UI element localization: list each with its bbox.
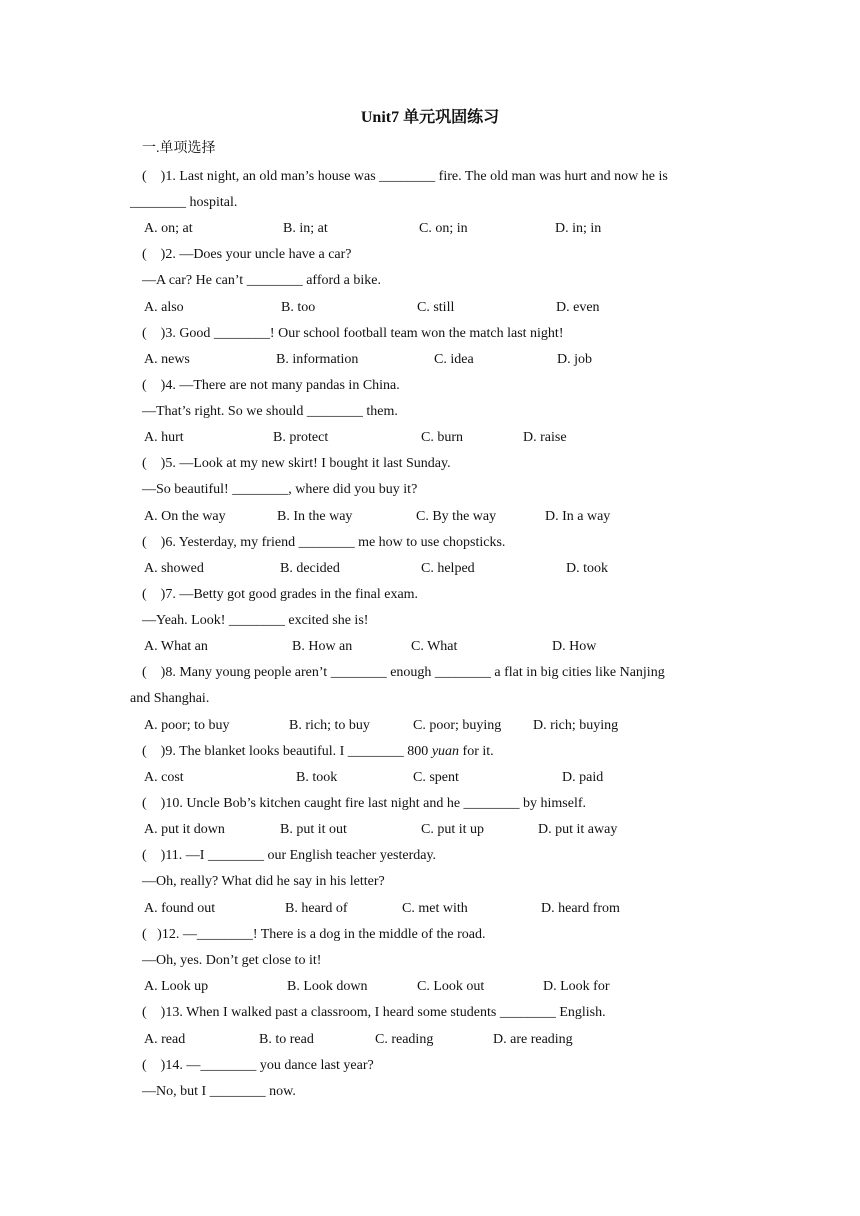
question-10-option-c: C. put it up [421, 822, 485, 837]
question-5-stem-cont: —So beautiful! ________, where did you buy it? [142, 482, 418, 497]
section-heading: 一.单项选择 [142, 141, 216, 156]
question-14-stem-cont: —No, but I ________ now. [142, 1084, 296, 1099]
question-4-option-c: C. burn [421, 430, 463, 445]
question-10-option-d: D. put it away [538, 822, 618, 837]
question-13-option-a: A. read [144, 1032, 186, 1047]
question-9-option-a: A. cost [144, 770, 184, 785]
question-3-option-c: C. idea [434, 352, 474, 367]
question-4-option-b: B. protect [273, 430, 329, 445]
question-11-option-c: C. met with [402, 901, 468, 916]
question-9-text-a: ( )9. The blanket looks beautiful. I ________ 800 [142, 744, 432, 759]
question-7-option-a: A. What an [144, 639, 208, 654]
question-14-stem: ( )14. —________ you dance last year? [142, 1058, 374, 1073]
question-8-option-b: B. rich; to buy [289, 718, 370, 733]
question-2-option-a: A. also [144, 300, 184, 315]
question-9-stem [142, 743, 494, 761]
question-11-option-d: D. heard from [541, 901, 620, 916]
question-7-stem: ( )7. —Betty got good grades in the final exam. [142, 587, 419, 602]
question-6-option-d: D. took [566, 561, 608, 576]
question-10-stem: ( )10. Uncle Bob’s kitchen caught fire last night and he ________ by himself. [142, 796, 587, 811]
question-11-stem-cont: —Oh, really? What did he say in his letter? [142, 874, 385, 889]
question-7-option-d: D. How [552, 639, 597, 654]
question-9-text-b: for it. [459, 744, 494, 759]
question-6-stem: ( )6. Yesterday, my friend ________ me how to use chopsticks. [142, 535, 506, 550]
question-6-option-b: B. decided [280, 561, 340, 576]
question-6-option-a: A. showed [144, 561, 204, 576]
question-12-option-a: A. Look up [144, 979, 209, 994]
page-title: Unit7 单元巩固练习 [360, 109, 500, 126]
question-12-stem: ( )12. —________! There is a dog in the middle of the road. [142, 927, 486, 942]
question-13-option-b: B. to read [259, 1032, 314, 1047]
question-4-stem-cont: —That’s right. So we should ________ them. [142, 404, 398, 419]
question-2-option-b: B. too [281, 300, 316, 315]
question-8-stem-cont: and Shanghai. [130, 691, 210, 706]
question-11-stem: ( )11. —I ________ our English teacher yesterday. [142, 848, 437, 863]
question-2-option-d: D. even [556, 300, 600, 315]
question-3-option-d: D. job [557, 352, 592, 367]
question-10-option-b: B. put it out [280, 822, 347, 837]
question-8-option-a: A. poor; to buy [144, 718, 230, 733]
question-1-option-a: A. on; at [144, 221, 193, 236]
question-3-option-b: B. information [276, 352, 359, 367]
question-1-option-d: D. in; in [555, 221, 602, 236]
question-7-stem-cont: —Yeah. Look! ________ excited she is! [142, 613, 369, 628]
question-12-stem-cont: —Oh, yes. Don’t get close to it! [142, 953, 322, 968]
question-5-option-c: C. By the way [416, 509, 497, 524]
question-10-option-a: A. put it down [144, 822, 225, 837]
question-12-option-b: B. Look down [287, 979, 368, 994]
question-2-stem: ( )2. —Does your uncle have a car? [142, 247, 352, 262]
question-1-option-c: C. on; in [419, 221, 468, 236]
question-1-option-b: B. in; at [283, 221, 328, 236]
question-5-stem: ( )5. —Look at my new skirt! I bought it last Sunday. [142, 456, 451, 471]
question-13-stem: ( )13. When I walked past a classroom, I heard some students ________ English. [142, 1005, 606, 1020]
question-7-option-c: C. What [411, 639, 458, 654]
question-9-option-d: D. paid [562, 770, 604, 785]
question-4-stem: ( )4. —There are not many pandas in China. [142, 378, 400, 393]
question-3-option-a: A. news [144, 352, 190, 367]
question-13-option-d: D. are reading [493, 1032, 573, 1047]
question-5-option-d: D. In a way [545, 509, 611, 524]
question-2-stem-cont: —A car? He can’t ________ afford a bike. [142, 273, 381, 288]
question-1-stem-cont: ________ hospital. [130, 195, 238, 210]
question-9-option-b: B. took [296, 770, 338, 785]
question-6-option-c: C. helped [421, 561, 475, 576]
question-5-option-a: A. On the way [144, 509, 226, 524]
question-1-stem: ( )1. Last night, an old man’s house was ________ fire. The old man was hurt and now he is [142, 169, 668, 184]
question-11-option-b: B. heard of [285, 901, 348, 916]
question-9-option-c: C. spent [413, 770, 459, 785]
question-13-option-c: C. reading [375, 1032, 434, 1047]
question-2-option-c: C. still [417, 300, 455, 315]
question-3-stem: ( )3. Good ________! Our school football team won the match last night! [142, 326, 564, 341]
question-4-option-a: A. hurt [144, 430, 184, 445]
question-11-option-a: A. found out [144, 901, 216, 916]
question-5-option-b: B. In the way [277, 509, 353, 524]
question-8-option-c: C. poor; buying [413, 718, 502, 733]
question-7-option-b: B. How an [292, 639, 353, 654]
question-9-italic-word: yuan [431, 744, 460, 759]
question-4-option-d: D. raise [523, 430, 567, 445]
question-12-option-d: D. Look for [543, 979, 610, 994]
question-8-option-d: D. rich; buying [533, 718, 619, 733]
question-12-option-c: C. Look out [417, 979, 485, 994]
question-8-stem: ( )8. Many young people aren’t ________ enough ________ a flat in big cities like Nanjing [142, 665, 665, 680]
